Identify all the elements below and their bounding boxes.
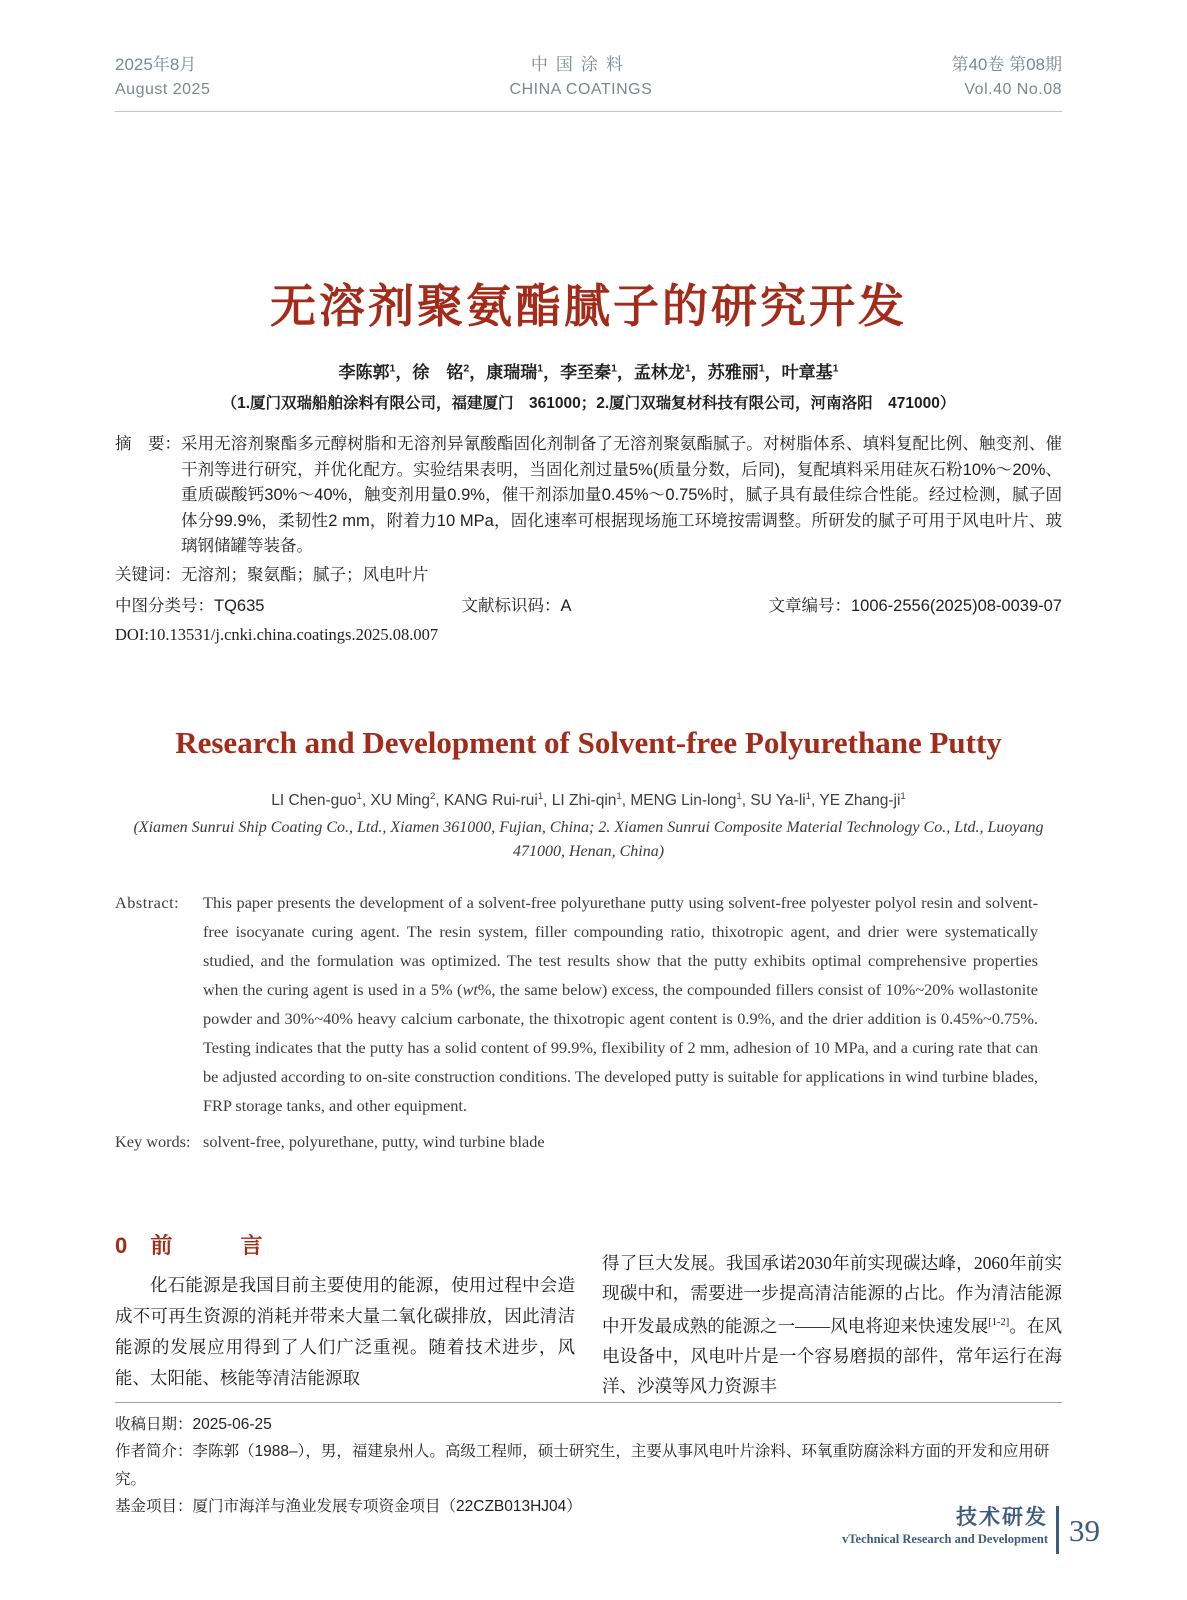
abstract-en [115, 888, 1062, 1120]
author-cn: 徐 铭$^2$， [412, 362, 487, 383]
author-cn: 李陈郭$^1$， [338, 362, 413, 383]
keywords-cn-label: 关键词： [115, 565, 181, 584]
section-title: 前 言 [150, 1232, 286, 1258]
author-en: MENG Lin-long$^1$, [630, 790, 751, 809]
footnote-funding: 基金项目：厦门市海洋与渔业发展专项资金项目（22CZB013HJ04） [115, 1498, 582, 1516]
author-en: LI Zhi-qin$^1$, [551, 790, 631, 809]
section-heading [115, 1234, 575, 1258]
body-column-right [602, 1234, 1062, 1402]
footer-section-cn: 技术研发 [956, 1506, 1048, 1529]
author-cn: 康瑞瑞$^1$， [486, 362, 561, 383]
header-issue [951, 52, 1062, 102]
footnote-received-date: 收稿日期：2025-06-25 [115, 1415, 272, 1433]
footnote-author-bio: 作者简介：李陈郭（1988–），男，福建泉州人。高级工程师，硕士研究生，主要从事风电叶片涂料、环氧重防腐涂料方面的开发和应用研究。 [115, 1443, 1050, 1488]
article-title-cn: 无溶剂聚氨酯腻子的研究开发 [270, 280, 907, 332]
header-date-cn: 2025年8月 [115, 55, 197, 74]
page-content [115, 0, 1062, 1521]
document-code: 文献标识码：A [461, 596, 572, 615]
article-title-en: Research and Development of Solvent-free Polyurethane Putty [175, 724, 1002, 760]
clc-number: 中图分类号：TQ635 [115, 596, 265, 615]
author-cn: 苏雅丽$^1$， [707, 362, 782, 383]
header-journal-name-cn: 中国涂料 [530, 55, 631, 74]
article-id: 文章编号：1006-2556(2025)08-0039-07 [768, 596, 1062, 615]
article-meta-row [115, 594, 1062, 618]
abstract-cn [115, 432, 1062, 560]
abstract-cn-label: 摘 要： [115, 435, 181, 454]
keywords-cn-text: 无溶剂；聚氨酯；腻子；风电叶片 [181, 565, 429, 584]
author-cn: 叶章基$^1$ [781, 362, 839, 383]
author-en: LI Chen-guo$^1$, [271, 790, 371, 809]
affiliation-en: (Xiamen Sunrui Ship Coating Co., Ltd., Xiamen 361000, Fujian, China; 2. Xiamen Sunrui Composite Material Technology Co., Ltd., Luoyang 471000, Henan, China) [133, 818, 1044, 860]
intro-paragraph-left: 化石能源是我国目前主要使用的能源，使用过程中会造成不可再生资源的消耗并带来大量二氧化碳排放，因此清洁能源的发展应用得到了人们广泛重视。随着技术进步，风能、太阳能、核能等清洁能源取 [115, 1274, 575, 1388]
keywords-en-label: Key words: [115, 1131, 191, 1151]
citation-ref: [1-2] [988, 1316, 1010, 1328]
author-cn: 李至秦$^1$， [560, 362, 634, 383]
author-en: YE Zhang-$ji^1$ [819, 790, 906, 809]
body-column-left [115, 1234, 575, 1402]
author-en: SU $Ya-li^1$, [750, 790, 820, 809]
doi: DOI:10.13531/j.cnki.china.coatings.2025.08.007 [115, 624, 439, 644]
section-number: 0 [115, 1232, 128, 1258]
keywords-en-text: solvent-free, polyurethane, putty, wind turbine blade [203, 1131, 545, 1151]
page-footer [842, 1506, 1100, 1554]
abstract-en-text: This paper presents the development of a solvent-free polyurethane putty using solvent-free polyester polyol resin and solvent-free isocyanate curing agent. The resin system, filler compounding ratio, thixotropic agent, and drier were systematically studied, and the formulation was optimized. The test results show that the putty exhibits optimal comprehensive properties when the curing agent is used in a 5% (wt%, the same below) excess, the compounded fillers consist of 10%~20% wollastonite powder and 30%~40% heavy calcium carbonate, the thixotropic agent content is 0.9%, and the drier addition is 0.45%~0.75%. Testing indicates that the putty has a solid content of 99.9%, flexibility of 2 mm, adhesion of 10 MPa, and a curing rate that can be adjusted according to on-site construction conditions. The developed putty is suitable for applications in wind turbine blades, FRP storage tanks, and other equipment. [203, 892, 1038, 1115]
header-date-en: August 2025 [115, 81, 211, 98]
header-journal-name-en: CHINA COATINGS [509, 81, 653, 98]
keywords-cn [115, 562, 1062, 588]
body-columns [115, 1234, 1062, 1402]
abstract-en-label: Abstract: [115, 892, 180, 912]
footer-divider [1056, 1506, 1059, 1554]
page-number: 39 [1069, 1513, 1100, 1548]
header-issue-en: Vol.40 No.08 [964, 81, 1062, 98]
author-en: XU Ming$^2$, [370, 790, 444, 809]
authors-en [115, 786, 1062, 812]
footer-section-name [842, 1506, 1048, 1548]
header-date [115, 52, 210, 102]
intro-paragraph-right: 得了巨大发展。我国承诺2030年前实现碳达峰，2060年前实现碳中和，需要进一步提高清洁能源的占比。作为清洁能源中开发最成熟的能源之一——风电将迎来快速发展[1-2]。在风电设备中，风电叶片是一个容易磨损的部件，常年运行在海洋、沙漠等风力资源丰 [602, 1252, 1062, 1396]
keywords-en [115, 1130, 1062, 1154]
author-en: KANG Rui-rui$^1$, [443, 790, 552, 809]
header-issue-cn: 第40卷 第08期 [951, 55, 1062, 74]
footnote-block [115, 1402, 1062, 1521]
abstract-cn-text: 采用无溶剂聚酯多元醇树脂和无溶剂异氰酸酯固化剂制备了无溶剂聚氨酯腻子。对树脂体系、填料复配比例、触变剂、催干剂等进行研究，并优化配方。实验结果表明，当固化剂过量5%(质量分数，后同)，复配填料采用硅灰石粉10%～20%、重质碳酸钙30%～40%，触变剂用量0.9%，催干剂添加量0.45%～0.75%时，腻子具有最佳综合性能。经过检测，腻子固体分99.9%，柔韧性2 mm，附着力10 MPa，固化速率可根据现场施工环境按需调整。所研发的腻子可用于风电叶片、玻璃钢储罐等装备。 [181, 435, 1062, 556]
footer-section-en: vTechnical Research and Development [842, 1532, 1048, 1546]
header-journal [510, 52, 653, 102]
affiliation-cn: （1.厦门双瑞船舶涂料有限公司，福建厦门 361000；2.厦门双瑞复材科技有限公司，河南洛阳 471000） [221, 395, 956, 413]
author-cn: 孟林龙$^1$， [633, 362, 708, 383]
authors-cn [115, 356, 1062, 387]
journal-running-head [115, 52, 1062, 112]
